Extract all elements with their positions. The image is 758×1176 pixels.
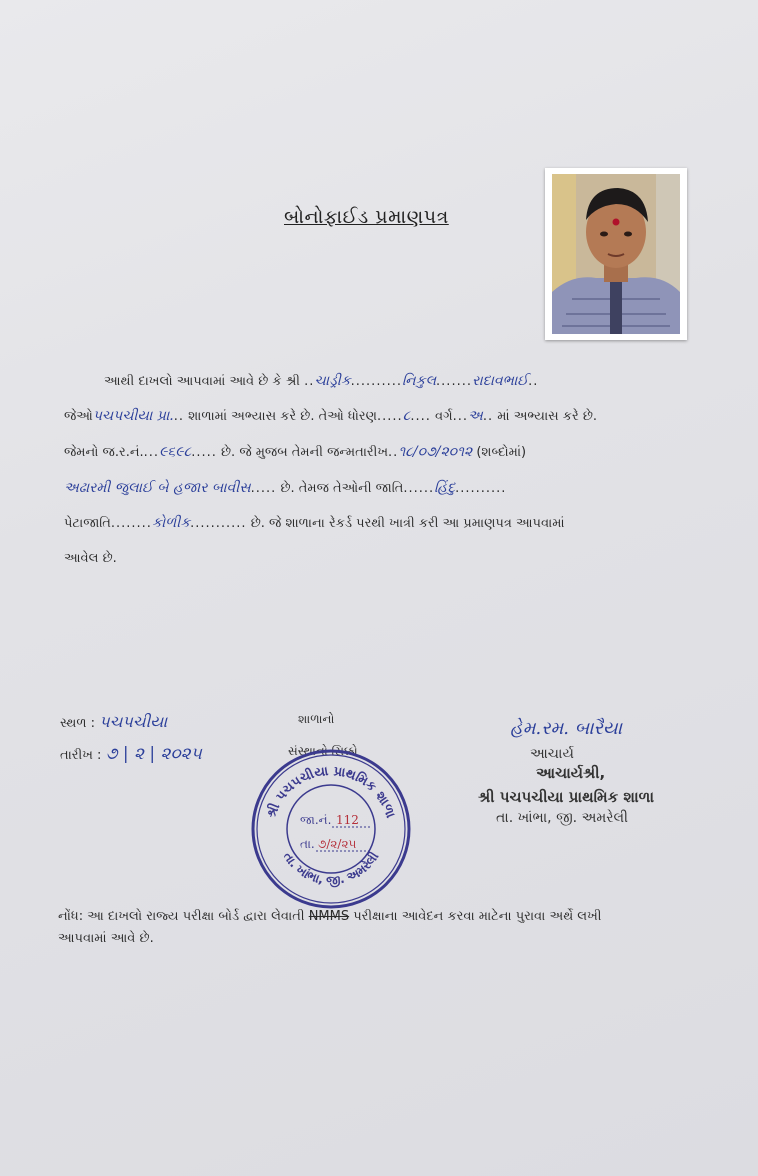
certificate-title: બોનોફાઈડ પ્રમાણપત્ર: [284, 206, 449, 228]
footnote-line-1: [58, 906, 698, 928]
place-row: [60, 712, 167, 732]
cert-line-5: પેટાજાતિ........કોળીક........... છે. જે શાળાના રેકર્ડ પરથી ખાત્રી કરી આ પ્રમાણપત્ર આપવામાં: [64, 515, 565, 531]
stamp-date-hw: ૭/૨/૨૫: [318, 837, 357, 851]
principal-block: આચાર્યશ્રી,: [536, 764, 606, 782]
subcaste-hw: કોળીક: [151, 515, 191, 531]
date-label: તારીખ :: [60, 748, 102, 763]
note-exam: NMMS: [308, 909, 350, 924]
line2-mid: શાળામાં અભ્યાસ કરે છે. તેઓ ધોરણ: [188, 409, 377, 424]
line5-prefix: પેટાજાતિ: [64, 516, 111, 531]
line2-suffix: માં અભ્યાસ કરે છે.: [497, 409, 598, 424]
school-address: તા. ખાંભા, જી. અમરેલી: [496, 810, 629, 826]
stamp-outer-text: શ્રી પચપચીયા પ્રાથમિક શાળા: [264, 764, 398, 821]
footnote-line-2: આપવામાં આવે છે.: [58, 931, 154, 946]
gr-number-hw: ૯૬૯૮: [159, 444, 192, 460]
line3-suffix: (શબ્દોમાં): [476, 445, 527, 460]
line3-prefix: જેમનો જ.ર.નં.: [64, 445, 144, 460]
principal-title: આચાર્ય: [530, 746, 574, 762]
stamp-no-hw: 112: [336, 813, 359, 827]
date-hw: ૭ | ૨ | ૨૦૨૫: [105, 744, 202, 764]
school-name: શ્રી પચપચીયા પ્રાથમિક શાળા: [478, 788, 655, 806]
school-hw: પચપચીયા પ્રા.: [92, 408, 174, 424]
stamp-no-label: જા.નં.: [300, 813, 332, 827]
principal-signature: હેમ.રમ. બારૈયા: [510, 718, 623, 739]
dob-words-hw: અઢારમી જુલાઈ બે હજાર બાવીસ: [64, 480, 251, 496]
name-last: રાદાવભાઈ: [471, 373, 529, 389]
seal-label: સંસ્થાનો સિક્કો: [288, 744, 358, 758]
name-first: ચાડ્રીક: [314, 373, 351, 389]
name-middle: નિકુલ: [401, 373, 437, 389]
school-label: શાળાનો: [298, 712, 335, 726]
student-photo: [545, 168, 687, 340]
class-label: વર્ગ: [435, 409, 453, 424]
footnote: [58, 906, 698, 950]
note-suffix: પરીક્ષાના આવેદન કરવા માટેના પુરાવા અર્થે લખી: [353, 909, 602, 924]
place-hw: પચપચીયા: [99, 712, 168, 731]
line4-mid: છે. તેમજ તેઓની જાતિ: [280, 481, 404, 496]
line3-mid: છે. જે મુજબ તેમની જન્મતારીખ: [221, 445, 389, 460]
cert-line-3: જેમનો જ.ર.નં....૯૬૯૮..... છે. જે મુજબ તેમની જન્મતારીખ..૧૮/૦૭/૨૦૧૨ (શબ્દોમાં): [64, 444, 527, 460]
class-hw: અ: [468, 408, 483, 424]
stamp-date-label: તા.: [300, 837, 315, 851]
cert-line-2: જેઓપચપચીયા પ્રા... શાળામાં અભ્યાસ કરે છે. તેઓ ધોરણ.....૮.... વર્ગ...અ.. માં અભ્યાસ કરે છે.: [64, 408, 598, 424]
std-hw: ૮: [402, 408, 411, 424]
school-stamp: [250, 748, 412, 910]
line1-prefix: આથી દાખલો આપવામાં આવે છે કે શ્રી: [104, 374, 301, 389]
date-row: [60, 744, 202, 764]
line2-prefix: જેઓ: [64, 409, 93, 424]
cert-line-6: આવેલ છે.: [64, 551, 117, 566]
place-label: સ્થળ :: [60, 716, 96, 731]
line5-suffix: છે. જે શાળાના રેકર્ડ પરથી ખાત્રી કરી આ પ્રમાણપત્ર આપવામાં: [250, 516, 565, 531]
dob-hw: ૧૮/૦૭/૨૦૧૨: [398, 444, 473, 460]
caste-hw: હિંદુ: [434, 480, 456, 496]
cert-line-4: અઢારમી જુલાઈ બે હજાર બાવીસ..... છે. તેમજ તેઓની જાતિ......હિંદુ..........: [64, 480, 507, 496]
stamp-bottom-text: તા. ખાંભા, જી. અમરેલી: [280, 849, 382, 888]
cert-line-1: આથી દાખલો આપવામાં આવે છે કે શ્રી ..ચાડ્રીક..........નિકુલ.......રાદાવભાઈ..: [104, 373, 539, 389]
note-prefix: નોંધ: આ દાખલો રાજ્ય પરીક્ષા બોર્ડ દ્વારા લેવાતી: [58, 909, 305, 924]
